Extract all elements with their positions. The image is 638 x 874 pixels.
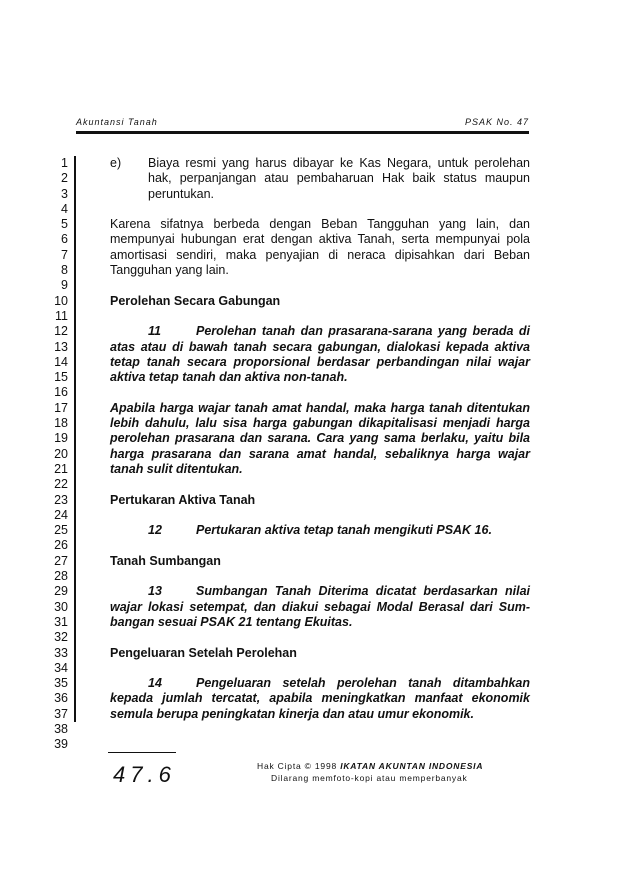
text-line: wajar lokasi setempat, dan diakui sebagai Modal Berasal dari Sum- — [110, 599, 530, 614]
line-number: 21 — [54, 461, 68, 476]
line-number: 20 — [54, 446, 68, 461]
text-line: Pertukaran aktiva tetap tanah mengikuti PSAK 16. — [196, 523, 492, 538]
line-number: 38 — [54, 721, 68, 736]
page-content — [110, 156, 530, 722]
line-number: 19 — [54, 431, 68, 446]
text-line: Biaya resmi yang harus dibayar ke Kas Negara, untuk perolehan — [148, 156, 530, 170]
paragraph-13-first-line — [110, 584, 530, 599]
paragraph-number: 14 — [148, 676, 162, 691]
header-rule — [76, 131, 529, 134]
line-number: 11 — [55, 308, 68, 323]
line-number: 39 — [54, 737, 68, 752]
line-number: 25 — [54, 523, 68, 538]
paragraph-11-first-line — [110, 324, 530, 339]
section-heading: Pertukaran Aktiva Tanah — [110, 492, 256, 507]
text-line: Pengeluaran setelah perolehan tanah ditambahkan — [196, 676, 530, 691]
text-line: tanah sulit ditentukan. — [110, 461, 243, 476]
line-number: 6 — [61, 232, 68, 247]
copyright-notice: Dilarang memfoto-kopi atau memperbanyak — [271, 773, 468, 783]
line-number: 35 — [54, 676, 68, 691]
line-number: 22 — [54, 477, 68, 492]
text-line: perolehan prasarana dan sarana. Cara yang sama berlaku, yaitu bila — [110, 431, 530, 446]
copyright-line — [257, 761, 483, 771]
text-line: Sumbangan Tanah Diterima dicatat berdasarkan nilai — [196, 584, 530, 599]
copyright-prefix: Hak Cipta © 1998 — [257, 761, 338, 771]
list-item-e — [110, 156, 530, 171]
line-number: 9 — [61, 278, 68, 293]
line-number: 33 — [54, 645, 68, 660]
line-number: 27 — [54, 553, 68, 568]
text-line: hak, perpanjangan atau pembaharuan Hak baik status maupun — [148, 171, 530, 186]
line-number: 8 — [61, 263, 68, 278]
list-marker: e) — [110, 156, 122, 170]
line-number: 2 — [61, 171, 68, 186]
text-line: tetap tanah secara proporsional berdasar perbandingan nilai wajar — [110, 354, 530, 369]
line-number: 14 — [54, 354, 68, 369]
running-header-right: PSAK No. 47 — [464, 117, 529, 127]
text-line: Apabila harga wajar tanah amat handal, maka harga tanah ditentukan — [110, 400, 530, 415]
line-number: 24 — [54, 507, 68, 522]
text-line: aktiva tetap tanah dan aktiva non-tanah. — [110, 370, 348, 385]
paragraph-number: 12 — [148, 523, 162, 538]
line-number: 7 — [61, 247, 68, 262]
line-number: 16 — [54, 385, 68, 400]
text-line: peruntukan. — [148, 186, 215, 201]
line-number: 4 — [61, 201, 68, 216]
line-number: 3 — [61, 186, 68, 201]
footer-rule — [108, 752, 176, 753]
line-number: 15 — [54, 370, 68, 385]
text-line: atas atau di bawah tanah secara gabungan, dialokasi kepada aktiva — [110, 339, 530, 354]
paragraph-number: 13 — [148, 584, 162, 599]
line-number: 5 — [61, 217, 68, 232]
line-numbers — [40, 156, 68, 753]
section-heading: Tanah Sumbangan — [110, 553, 221, 568]
text-line: Perolehan tanah dan prasarana-sarana yang berada di — [196, 324, 530, 339]
running-header-left: Akuntansi Tanah — [76, 117, 158, 127]
page-number: 47.6 — [113, 762, 176, 787]
line-number: 29 — [54, 584, 68, 599]
line-number: 18 — [54, 416, 68, 431]
paragraph-14-first-line — [110, 676, 530, 691]
text-line: Karena sifatnya berbeda dengan Beban Tangguhan yang lain, dan — [110, 217, 530, 232]
line-number: 13 — [54, 339, 68, 354]
line-number-rule — [74, 156, 76, 722]
line-number: 36 — [54, 691, 68, 706]
text-line: bangan sesuai PSAK 21 tentang Ekuitas. — [110, 614, 353, 629]
paragraph-12 — [110, 523, 530, 538]
text-line: harga prasarana dan sarana amat handal, sebaliknya harga wajar — [110, 446, 530, 461]
text-line: Tangguhan yang lain. — [110, 263, 229, 278]
line-number: 1 — [61, 156, 68, 170]
text-line: kepada jumlah tercatat, apabila meningkatkan manfaat ekonomik — [110, 691, 530, 706]
line-number: 32 — [54, 630, 68, 645]
copyright-org: IKATAN AKUNTAN INDONESIA — [340, 761, 484, 771]
text-line: mempunyai hubungan erat dengan aktiva Tanah, serta mempunyai pola — [110, 232, 530, 247]
line-number: 12 — [54, 324, 68, 339]
text-line: amortisasi sendiri, maka penyajian di neraca dipisahkan dari Beban — [110, 247, 530, 262]
line-number: 37 — [54, 706, 68, 721]
line-number: 10 — [54, 293, 68, 308]
line-number: 30 — [54, 599, 68, 614]
text-line: semula berupa peningkatan kinerja dan atau umur ekonomik. — [110, 706, 474, 721]
paragraph-number: 11 — [148, 324, 161, 339]
line-number: 31 — [54, 614, 68, 629]
text-line: lebih dahulu, lalu sisa harga gabungan dikapitalisasi menjadi harga — [110, 416, 530, 431]
line-number: 23 — [54, 492, 68, 507]
line-number: 26 — [54, 538, 68, 553]
section-heading: Pengeluaran Setelah Perolehan — [110, 645, 297, 660]
line-number: 17 — [54, 400, 68, 415]
line-number: 34 — [54, 660, 68, 675]
section-heading: Perolehan Secara Gabungan — [110, 293, 281, 308]
line-number: 28 — [54, 569, 68, 584]
